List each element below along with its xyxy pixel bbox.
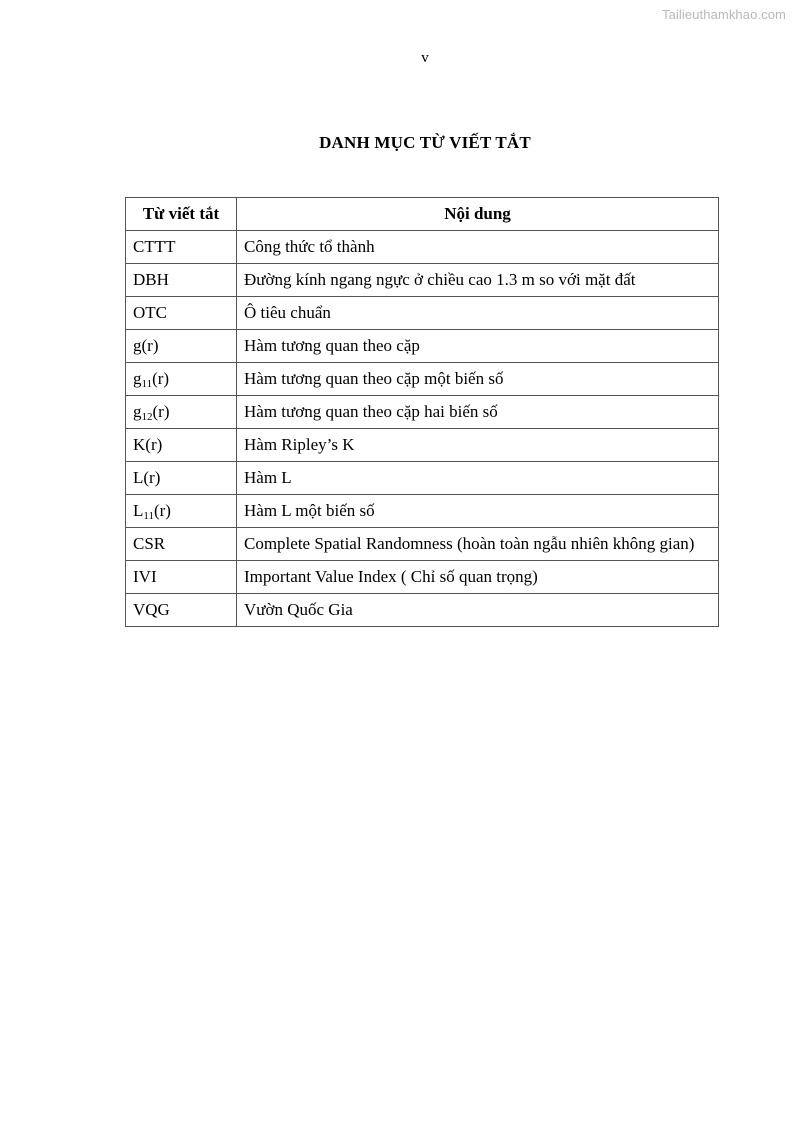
column-header-content: Nội dung [237, 198, 719, 231]
table-row [126, 495, 719, 528]
content-cell: Hàm Ripley’s K [237, 429, 719, 462]
page-number: v [421, 50, 429, 66]
content-cell: Hàm L một biến số [237, 495, 719, 528]
abbreviation-cell: CSR [126, 528, 237, 561]
abbreviation-cell: g(r) [126, 330, 237, 363]
abbreviation-tail: (r) [153, 501, 171, 520]
column-header-abbreviation: Từ viết tắt [126, 198, 237, 231]
table-row [126, 264, 719, 297]
table-row [126, 462, 719, 495]
table-header-row [126, 198, 719, 231]
abbreviation-cell [126, 495, 237, 528]
abbreviation-base: g [133, 402, 142, 421]
table-row [126, 429, 719, 462]
abbreviation-subscript: 11 [141, 378, 153, 390]
table-row [126, 363, 719, 396]
content-cell: Hàm L [237, 462, 719, 495]
abbreviation-cell: CTTT [126, 231, 237, 264]
abbreviation-cell [126, 363, 237, 396]
abbreviation-base: L [133, 501, 144, 520]
abbreviation-cell: IVI [126, 561, 237, 594]
table-row [126, 561, 719, 594]
table-row [126, 594, 719, 627]
content-cell: Vườn Quốc Gia [237, 594, 719, 627]
abbreviation-base: g [133, 369, 142, 388]
content-cell: Hàm tương quan theo cặp hai biến số [237, 396, 719, 429]
content-cell: Đường kính ngang ngực ở chiều cao 1.3 m so với mặt đất [237, 264, 719, 297]
page-title: DANH MỤC TỪ VIẾT TẮT [319, 133, 531, 152]
abbreviation-cell: L(r) [126, 462, 237, 495]
abbreviation-cell: OTC [126, 297, 237, 330]
watermark: Tailieuthamkhao.com [661, 7, 786, 22]
content-cell: Hàm tương quan theo cặp [237, 330, 719, 363]
table-row [126, 330, 719, 363]
abbreviation-subscript: 11 [143, 510, 154, 522]
abbreviation-table [125, 197, 719, 627]
content-cell: Hàm tương quan theo cặp một biến số [237, 363, 719, 396]
abbreviation-cell: VQG [126, 594, 237, 627]
abbreviation-cell: K(r) [126, 429, 237, 462]
table-row [126, 528, 719, 561]
table-row [126, 297, 719, 330]
content-cell: Ô tiêu chuẩn [237, 297, 719, 330]
abbreviation-cell: DBH [126, 264, 237, 297]
abbreviation-subscript: 12 [141, 411, 153, 423]
abbreviation-tail: (r) [152, 369, 170, 388]
table-row [126, 231, 719, 264]
content-cell: Important Value Index ( Chỉ số quan trọng) [237, 561, 719, 594]
content-cell: Complete Spatial Randomness (hoàn toàn ngẫu nhiên không gian) [237, 528, 719, 561]
table-row [126, 396, 719, 429]
abbreviation-tail: (r) [152, 402, 170, 421]
content-cell: Công thức tổ thành [237, 231, 719, 264]
abbreviation-cell [126, 396, 237, 429]
